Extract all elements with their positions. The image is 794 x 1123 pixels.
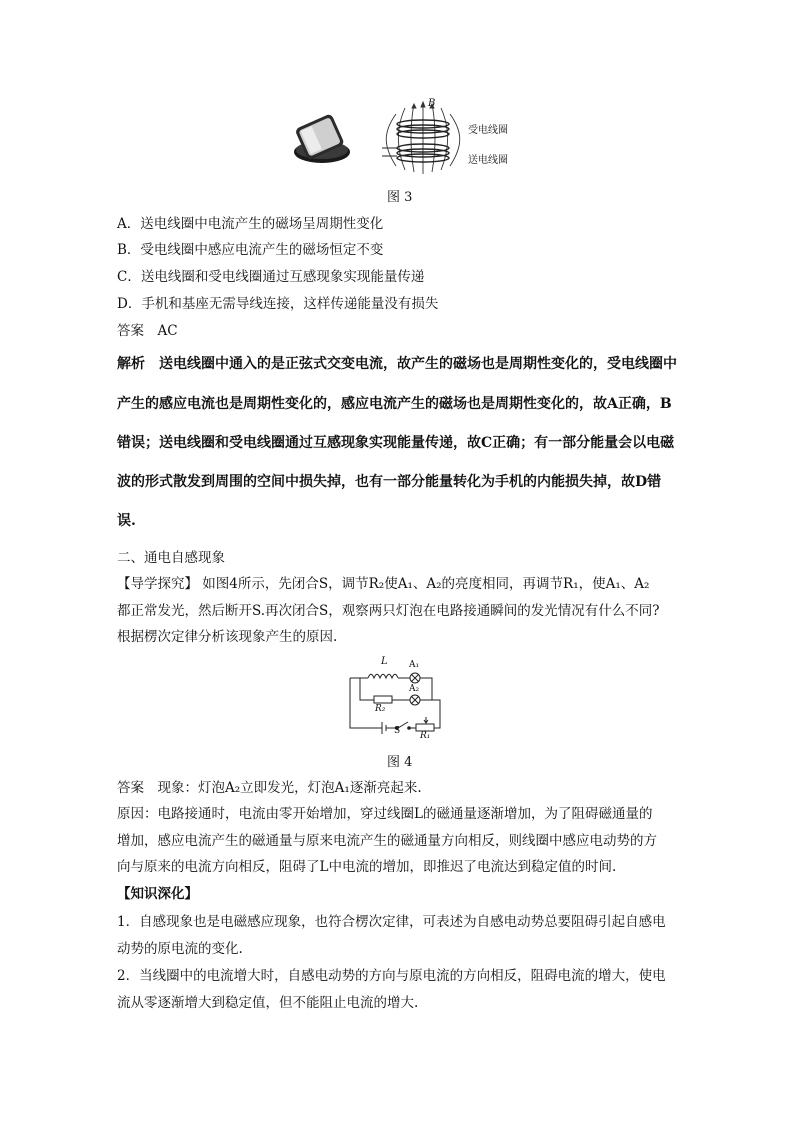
deepen-line-3: 2．当线圈中的电流增大时，自感电动势的方向与原电流的方向相反，阻碍电流的增大，使电 xyxy=(117,968,666,984)
section-title: 二、通电自感现象 xyxy=(117,550,225,566)
deepen-line-1: 1．自感现象也是电磁感应现象，也符合楞次定律，可表述为自感电动势总要阻碍引起自感电 xyxy=(117,914,666,930)
analysis-line-3: 错误；送电线圈和受电线圈通过互感现象实现能量传递，故C正确；有一部分能量会以电磁 xyxy=(117,435,675,451)
option-d: D．手机和基座无需导线连接，这样传递能量没有损失 xyxy=(117,296,439,312)
deepen-line-4: 流从零逐渐增大到稳定值，但不能阻止电流的增大. xyxy=(117,995,419,1011)
phone-charger-image xyxy=(288,112,354,172)
option-a: A．送电线圈中电流产生的磁场呈周期性变化 xyxy=(117,216,384,232)
inductor-label: L xyxy=(381,656,388,667)
deepen-line-2: 动势的原电流的变化. xyxy=(117,941,243,957)
analysis-line-4: 波的形式散发到周围的空间中损失掉，也有一部分能量转化为手机的内能损失掉，故D错 xyxy=(117,474,662,490)
answer-2-line-3: 增加，感应电流产生的磁通量与原来电流产生的磁通量方向相反，则线圈中感应电动势的方 xyxy=(117,833,657,849)
analysis-line-1: 解析 送电线圈中通入的是正弦式交变电流，故产生的磁场也是周期性变化的，受电线圈中 xyxy=(117,356,677,372)
figure3-caption: 图 3 xyxy=(387,190,413,205)
guide-line-1: 【导学探究】 如图4所示，先闭合S，调节R₂使A₁、A₂的亮度相同，再调节R₁，使A₁、A₂ xyxy=(117,576,650,592)
guide-line-2: 都正常发光，然后断开S.再次闭合S，观察两只灯泡在电路接通瞬间的发光情况有什么不同? xyxy=(117,603,660,619)
switch-s-label: S xyxy=(394,726,401,736)
lamp-a2-label: A₂ xyxy=(409,684,420,694)
deepen-title: 【知识深化】 xyxy=(117,886,198,902)
answer-2-line-1: 答案 现象：灯泡A₂立即发光，灯泡A₁逐渐亮起来. xyxy=(117,780,422,796)
coil-diagram xyxy=(378,100,468,176)
receive-coil-label: 受电线圈 xyxy=(468,125,508,136)
resistor-r2-label: R₂ xyxy=(375,704,386,714)
answer-2-line-4: 向与原来的电流方向相反，阻碍了L中电流的增加，即推迟了电流达到稳定值的时间. xyxy=(117,859,617,875)
lamp-a1-label: A₁ xyxy=(409,660,420,670)
send-coil-label: 送电线圈 xyxy=(468,155,508,166)
analysis-line-5: 误. xyxy=(117,513,136,529)
answer-2-line-2: 原因：电路接通时，电流由零开始增加，穿过线圈L的磁通量逐渐增加，为了阻碍磁通量的 xyxy=(117,806,653,822)
phone-charger-graphic xyxy=(288,112,354,172)
coil-diagram-graphic xyxy=(378,100,468,176)
answer-1: 答案 AC xyxy=(117,323,178,339)
figure4-caption: 图 4 xyxy=(387,755,413,770)
option-c: C．送电线圈和受电线圈通过互感现象实现能量传递 xyxy=(117,269,425,285)
resistor-r1-label: R₁ xyxy=(420,731,431,741)
guide-line-3: 根据楞次定律分析该现象产生的原因. xyxy=(117,629,338,645)
b-field-label: B xyxy=(428,98,436,109)
analysis-line-2: 产生的感应电流也是周期性变化的，感应电流产生的磁场也是周期性变化的，故A正确，B xyxy=(117,396,672,412)
option-b: B．受电线圈中感应电流产生的磁场恒定不变 xyxy=(117,242,384,258)
